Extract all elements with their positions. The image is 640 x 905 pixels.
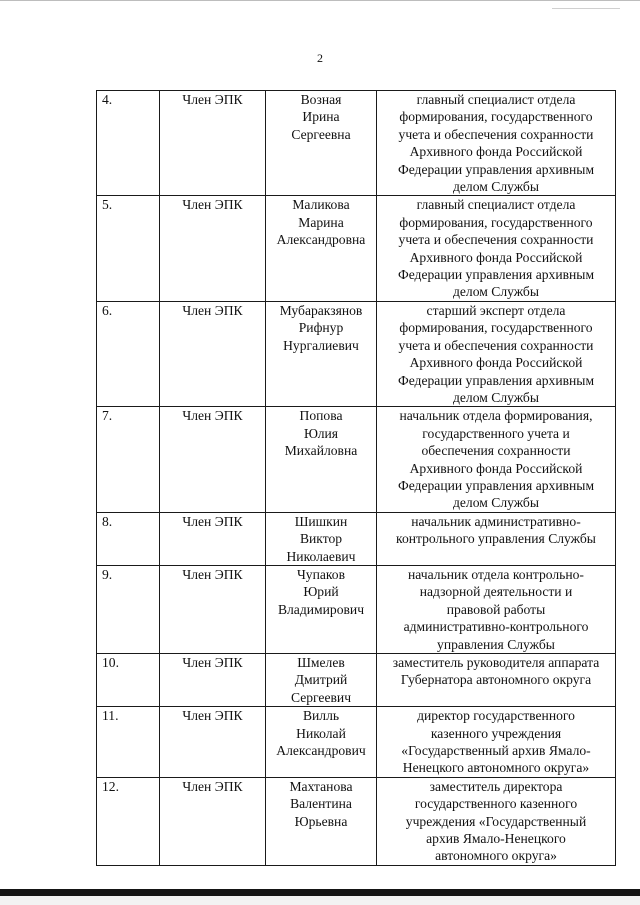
position-line: Архивного фонда Российской (409, 144, 583, 160)
row-number: 4. (97, 91, 160, 196)
table-row (97, 407, 616, 512)
member-name (266, 407, 377, 512)
name-line: Юлия (303, 425, 339, 441)
position-line: Федерации управления архивным (397, 477, 595, 493)
position-line: начальник административно- (411, 513, 581, 529)
position-line: Ненецкого автономного округа» (402, 760, 590, 776)
name-line: Нургалиевич (283, 337, 359, 353)
position-line: автономного округа» (435, 848, 557, 864)
position-line: делом Службы (452, 495, 539, 511)
row-number: 5. (97, 196, 160, 301)
position-line: контрольного управления Службы (396, 531, 596, 547)
position-line: формирования, государственного (399, 214, 593, 230)
table-row (97, 196, 616, 301)
position-line: старший эксперт отдела (426, 302, 566, 318)
position-line: делом Службы (452, 389, 539, 405)
table-row (97, 707, 616, 778)
scan-top-mark (552, 8, 620, 9)
row-number: 9. (97, 565, 160, 653)
position-line: делом Службы (452, 179, 539, 195)
member-role: Член ЭПК (160, 301, 266, 406)
name-line: Марина (298, 214, 344, 230)
name-line: Сергеевна (291, 126, 351, 142)
member-name (266, 512, 377, 565)
position-line: архив Ямало-Ненецкого (426, 831, 566, 847)
name-line: Шмелев (297, 655, 345, 670)
member-position (377, 407, 616, 512)
row-number: 7. (97, 407, 160, 512)
member-role: Член ЭПК (160, 654, 266, 707)
position-line: Архивного фонда Российской (409, 249, 583, 265)
position-line: казенного учреждения (430, 725, 562, 741)
name-line: Мубаракзянов (279, 302, 363, 318)
member-name (266, 301, 377, 406)
table-row (97, 777, 616, 865)
member-position (377, 565, 616, 653)
name-line: Николай (296, 725, 346, 741)
name-line: Александровна (276, 232, 366, 248)
position-line: главный специалист отдела (416, 92, 576, 107)
position-line: учета и обеспечения сохранности (398, 232, 594, 248)
position-line: заместитель директора (429, 778, 563, 794)
position-line: директор государственного (417, 708, 575, 724)
position-line: заместитель руководителя аппарата (392, 655, 600, 670)
commission-members-table (96, 90, 616, 866)
position-line: Федерации управления архивным (397, 161, 595, 177)
position-line: начальник отдела формирования, (399, 408, 593, 424)
member-name (266, 565, 377, 653)
position-line: государственного учета и (422, 425, 570, 441)
member-name (266, 196, 377, 301)
name-line: Махтанова (289, 778, 353, 794)
scan-bottom-shadow (0, 889, 640, 896)
position-line: надзорной деятельности и (419, 584, 573, 600)
name-line: Чупаков (296, 566, 346, 582)
scan-bottom-margin (0, 896, 640, 905)
member-role: Член ЭПК (160, 777, 266, 865)
row-number: 6. (97, 301, 160, 406)
member-name (266, 91, 377, 196)
name-line: Виктор (299, 531, 343, 547)
member-position (377, 654, 616, 707)
name-line: Михайловна (284, 443, 358, 459)
name-line: Юрьевна (294, 813, 348, 829)
page-number: 2 (317, 51, 323, 65)
member-position (377, 301, 616, 406)
name-line: Валентина (290, 796, 352, 812)
position-line: формирования, государственного (399, 320, 593, 336)
member-role: Член ЭПК (160, 91, 266, 196)
member-position (377, 196, 616, 301)
name-line: Попова (299, 408, 343, 424)
table-row (97, 91, 616, 196)
member-role: Член ЭПК (160, 565, 266, 653)
member-role: Член ЭПК (160, 196, 266, 301)
table-row (97, 512, 616, 565)
table-row (97, 301, 616, 406)
position-line: Губернатора автономного округа (400, 672, 592, 688)
name-line: Ирина (302, 109, 340, 125)
member-name (266, 777, 377, 865)
table-body (97, 91, 616, 866)
position-line: управления Службы (437, 636, 555, 652)
position-line: Архивного фонда Российской (409, 460, 583, 476)
position-line: Федерации управления архивным (397, 267, 595, 283)
position-line: главный специалист отдела (416, 197, 576, 213)
position-line: «Государственный архив Ямало- (401, 743, 591, 759)
table-row (97, 654, 616, 707)
name-line: Вилль (302, 708, 340, 724)
row-number: 11. (97, 707, 160, 778)
row-number: 10. (97, 654, 160, 707)
name-line: Юрий (303, 584, 339, 600)
name-line: Александрович (276, 743, 366, 759)
row-number: 8. (97, 512, 160, 565)
name-line: Рифнур (298, 320, 344, 336)
name-line: Дмитрий (294, 672, 348, 688)
position-line: учета и обеспечения сохранности (398, 126, 594, 142)
member-role: Член ЭПК (160, 512, 266, 565)
scan-bottom-edge (0, 887, 640, 905)
position-line: учета и обеспечения сохранности (398, 337, 594, 353)
member-role: Член ЭПК (160, 407, 266, 512)
position-line: Архивного фонда Российской (409, 355, 583, 371)
member-name (266, 707, 377, 778)
position-line: административно-контрольного (403, 619, 589, 635)
member-position (377, 707, 616, 778)
name-line: Николаевич (286, 548, 356, 564)
position-line: Федерации управления архивным (397, 372, 595, 388)
position-line: правовой работы (446, 601, 546, 617)
position-line: обеспечения сохранности (421, 443, 571, 459)
position-line: учреждения «Государственный (405, 813, 587, 829)
position-line: делом Службы (452, 284, 539, 300)
member-position (377, 777, 616, 865)
position-line: формирования, государственного (399, 109, 593, 125)
member-position (377, 91, 616, 196)
name-line: Шишкин (294, 513, 348, 529)
row-number: 12. (97, 777, 160, 865)
member-role: Член ЭПК (160, 707, 266, 778)
scan-top-rule (0, 0, 640, 1)
name-line: Владимирович (277, 601, 365, 617)
member-name (266, 654, 377, 707)
position-line: начальник отдела контрольно- (408, 566, 584, 582)
position-line: государственного казенного (414, 796, 578, 812)
name-line: Возная (300, 92, 342, 107)
member-position (377, 512, 616, 565)
name-line: Сергеевич (290, 689, 352, 705)
table-row (97, 565, 616, 653)
name-line: Маликова (292, 197, 350, 213)
